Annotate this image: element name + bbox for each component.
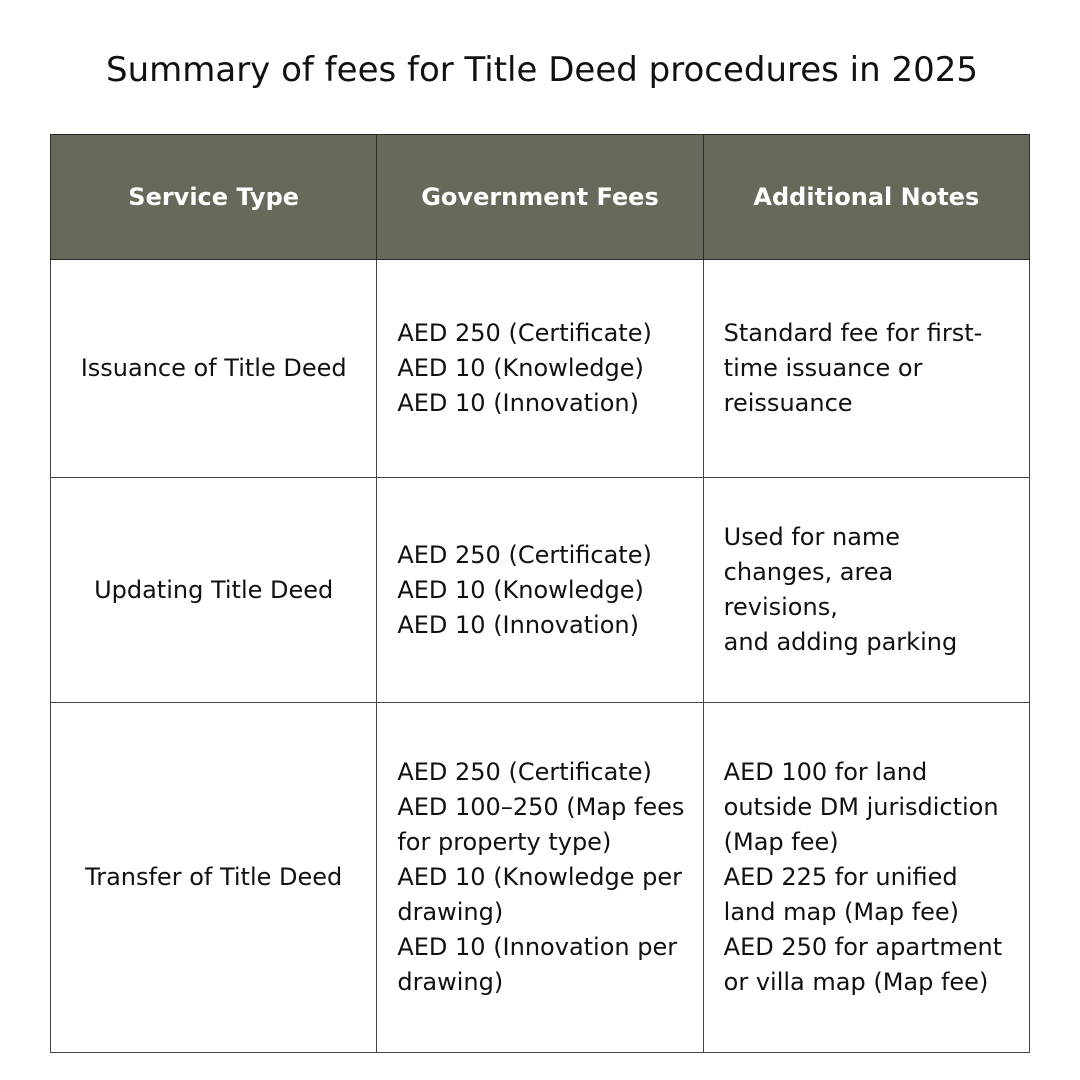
note-line: Used for name [723, 523, 901, 551]
government-fees-cell [377, 260, 703, 478]
note-line: changes, area revisions, [723, 558, 894, 621]
fee-line: AED 10 (Knowledge) [397, 354, 644, 382]
service-type-cell: Updating Title Deed [51, 478, 377, 703]
note-line: reissuance [723, 389, 853, 417]
fee-line: AED 10 (Innovation) [397, 389, 639, 417]
note-line: AED 250 for apartment [723, 933, 1003, 961]
table-row [51, 260, 1030, 478]
note-line: AED 225 for unified [723, 863, 958, 891]
fee-line: drawing) [397, 898, 504, 926]
additional-notes-cell [703, 703, 1029, 1053]
fee-line: AED 10 (Innovation per [397, 933, 678, 961]
table-row [51, 703, 1030, 1053]
service-type-cell: Transfer of Title Deed [51, 703, 377, 1053]
table-header-row [51, 135, 1030, 260]
fee-line: AED 250 (Certificate) [397, 758, 652, 786]
fee-line: AED 10 (Innovation) [397, 610, 639, 639]
table-row [51, 478, 1030, 703]
additional-notes-cell [703, 260, 1029, 478]
page-title: Summary of fees for Title Deed procedures in 2025 [105, 50, 978, 90]
note-line: outside DM jurisdiction [723, 793, 999, 821]
note-line: AED 100 for land [723, 758, 928, 786]
additional-notes-cell [703, 478, 1029, 703]
government-fees-cell [377, 703, 703, 1053]
fees-table [50, 134, 1030, 1053]
fee-line: AED 250 (Certificate) [397, 540, 652, 569]
note-line: and adding parking [723, 628, 958, 656]
note-line: land map (Map fee) [723, 898, 960, 926]
note-line: Standard fee for first- [723, 319, 983, 347]
fee-line: drawing) [397, 968, 504, 996]
fee-line: AED 10 (Knowledge) [397, 575, 644, 604]
fee-line: AED 10 (Knowledge per [397, 863, 682, 891]
note-line: or villa map (Map fee) [723, 968, 989, 996]
header-additional-notes: Additional Notes [703, 135, 1029, 260]
header-service-type: Service Type [51, 135, 377, 260]
service-type-cell: Issuance of Title Deed [51, 260, 377, 478]
government-fees-cell [377, 478, 703, 703]
header-government-fees: Government Fees [377, 135, 703, 260]
fee-line: for property type) [397, 828, 612, 856]
note-line: (Map fee) [723, 828, 839, 856]
note-line: time issuance or [723, 354, 923, 382]
fee-line: AED 250 (Certificate) [397, 319, 652, 347]
fee-line: AED 100–250 (Map fees [397, 793, 685, 821]
